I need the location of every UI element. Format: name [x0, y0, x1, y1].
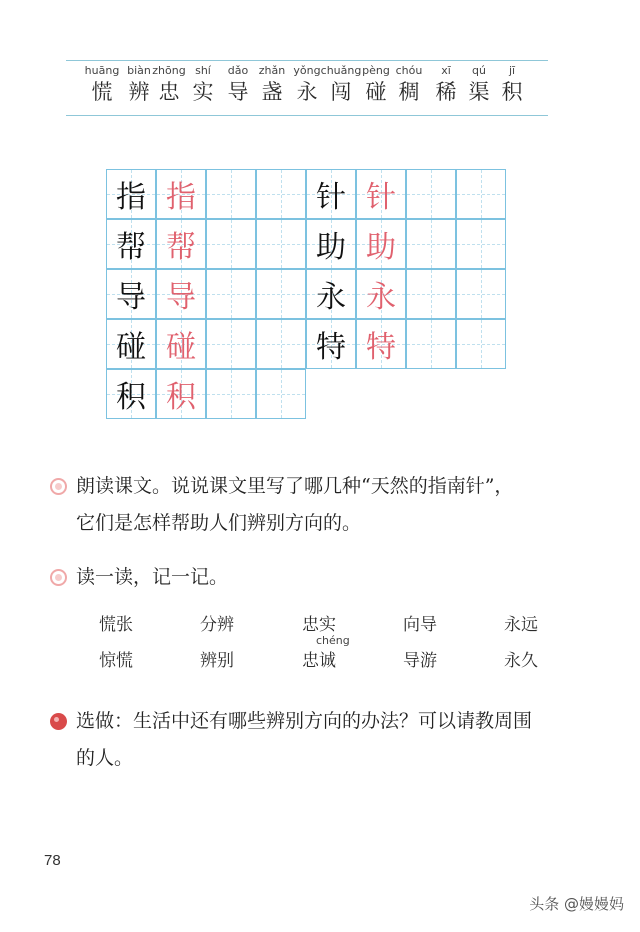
word-pair-top: 忠实	[302, 615, 336, 635]
grid-cell	[156, 319, 206, 369]
model-character: 助	[316, 230, 346, 265]
grid-cell-empty	[456, 219, 506, 269]
grid-cell	[106, 219, 156, 269]
grid-cell-empty	[206, 269, 256, 319]
model-character: 碰	[116, 330, 146, 365]
grid-cell	[356, 169, 406, 219]
vocab-char: 渠	[468, 80, 490, 104]
grid-cell	[306, 219, 356, 269]
grid-cell	[306, 319, 356, 369]
trace-character: 特	[366, 330, 396, 365]
word-pair-bottom: 辨别	[200, 651, 234, 671]
grid-cell-empty	[456, 169, 506, 219]
top-rule	[66, 60, 548, 61]
exercise-1-line-2: 它们是怎样帮助人们辨别方向的。	[76, 512, 362, 534]
exercise-3-line-1: 选做：生活中还有哪些辨别方向的办法？可以请教周围	[76, 710, 533, 732]
trace-character: 帮	[166, 230, 196, 265]
trace-character: 针	[366, 180, 396, 215]
grid-cell	[356, 219, 406, 269]
word-pair-top: 向导	[403, 615, 437, 635]
model-character: 特	[316, 330, 346, 365]
vocab-char: 积	[501, 80, 523, 104]
grid-cell-empty	[256, 319, 306, 369]
model-character: 针	[316, 180, 346, 215]
vocab-char: 辨	[128, 80, 150, 104]
grid-cell-empty	[406, 319, 456, 369]
grid-cell	[306, 169, 356, 219]
grid-cell	[156, 369, 206, 419]
grid-cell-empty	[256, 219, 306, 269]
grid-cell	[306, 269, 356, 319]
model-character: 积	[116, 380, 146, 415]
vocab-char: 盏	[261, 80, 283, 104]
writing-grid	[106, 169, 506, 421]
vocab-pinyin: qú	[472, 64, 486, 77]
grid-cell	[156, 219, 206, 269]
grid-cell-empty	[206, 219, 256, 269]
grid-cell-empty	[256, 369, 306, 419]
trace-character: 助	[366, 230, 396, 265]
grid-cell-empty	[256, 269, 306, 319]
vocabulary-row	[0, 63, 640, 113]
exercise-2-text: 读一读，记一记。	[76, 566, 229, 588]
word-pair-top: 慌张	[99, 615, 133, 635]
exercise-bullet-icon	[50, 478, 67, 495]
vocab-char: 稠	[398, 80, 420, 104]
watermark: 头条 @嫚嫚妈	[529, 895, 624, 913]
bottom-rule	[66, 115, 548, 116]
grid-cell	[106, 269, 156, 319]
model-character: 导	[116, 280, 146, 315]
grid-cell-empty	[406, 269, 456, 319]
vocab-pinyin: yǒng	[293, 64, 321, 77]
vocab-char: 闯	[330, 80, 352, 104]
word-pair-bottom: 忠诚	[302, 651, 336, 671]
trace-character: 积	[166, 380, 196, 415]
pinyin-annotation: chéng	[316, 634, 350, 647]
word-pair-top: 永远	[504, 615, 538, 635]
vocab-char: 碰	[365, 80, 387, 104]
model-character: 指	[116, 180, 146, 215]
vocab-pinyin: zhǎn	[258, 64, 286, 77]
word-pair-top: 分辨	[200, 615, 234, 635]
grid-cell	[106, 319, 156, 369]
model-character: 帮	[116, 230, 146, 265]
vocab-char: 实	[192, 80, 214, 104]
grid-cell	[156, 169, 206, 219]
vocab-pinyin: zhōng	[152, 64, 186, 77]
vocab-pinyin: dǎo	[227, 64, 249, 77]
grid-cell-empty	[206, 319, 256, 369]
grid-cell-empty	[256, 169, 306, 219]
exercise-3-line-2: 的人。	[76, 747, 134, 769]
vocab-pinyin: chóu	[395, 64, 423, 77]
grid-cell-empty	[456, 319, 506, 369]
grid-cell	[106, 369, 156, 419]
grid-cell	[106, 169, 156, 219]
grid-cell-empty	[206, 169, 256, 219]
grid-cell	[156, 269, 206, 319]
exercise-bullet-icon	[50, 569, 67, 586]
vocab-pinyin: chuǎng	[320, 64, 362, 77]
word-pair-bottom: 永久	[504, 651, 538, 671]
grid-cell	[356, 269, 406, 319]
vocab-item	[482, 63, 542, 105]
trace-character: 导	[166, 280, 196, 315]
optional-exercise-icon	[50, 713, 67, 730]
grid-cell-empty	[406, 219, 456, 269]
vocab-pinyin: xī	[441, 64, 451, 77]
trace-character: 指	[166, 180, 196, 215]
grid-cell-empty	[206, 369, 256, 419]
trace-character: 碰	[166, 330, 196, 365]
vocab-pinyin: jī	[508, 64, 516, 77]
word-pair-bottom: 导游	[403, 651, 437, 671]
grid-cell-empty	[456, 269, 506, 319]
vocab-char: 永	[296, 80, 318, 104]
grid-cell-empty	[406, 169, 456, 219]
exercise-1-line-1: 朗读课文。说说课文里写了哪几种“天然的指南针”，	[76, 475, 514, 497]
vocab-char: 导	[227, 80, 249, 104]
vocab-char: 慌	[91, 80, 113, 104]
vocab-pinyin: shí	[195, 64, 211, 77]
vocab-pinyin: pèng	[362, 64, 390, 77]
vocab-char: 稀	[435, 80, 457, 104]
vocab-char: 忠	[158, 80, 180, 104]
model-character: 永	[316, 280, 346, 315]
vocab-pinyin: biàn	[127, 64, 151, 77]
word-pair-bottom: 惊慌	[99, 651, 133, 671]
page-number: 78	[44, 852, 61, 869]
trace-character: 永	[366, 280, 396, 315]
vocab-pinyin: huāng	[84, 64, 120, 77]
grid-cell	[356, 319, 406, 369]
